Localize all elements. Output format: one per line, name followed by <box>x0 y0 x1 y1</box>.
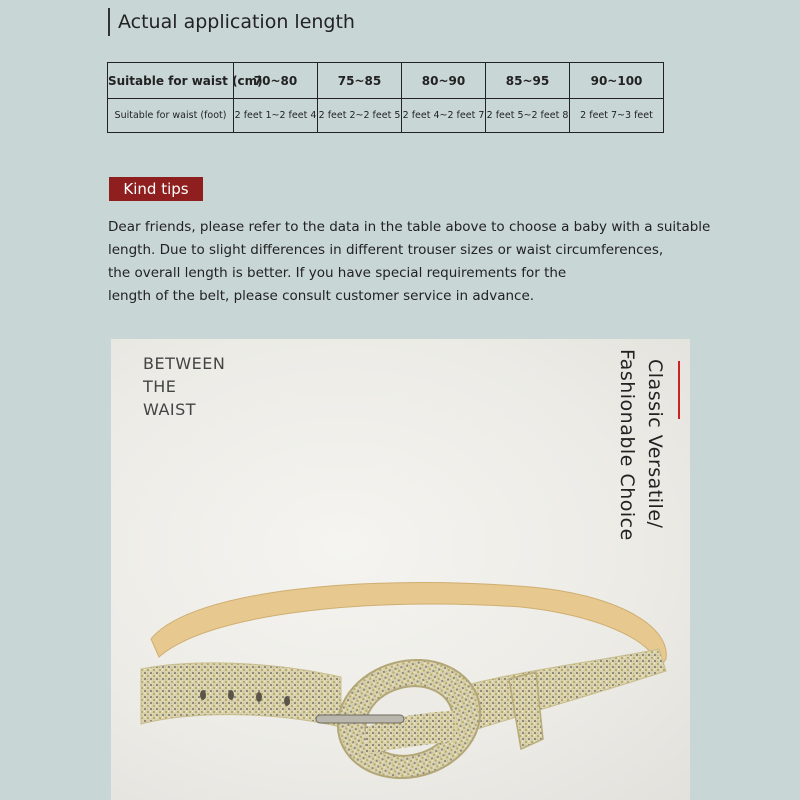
row-header-cm: Suitable for waist (cm) <box>108 63 234 99</box>
tips-line: length of the belt, please consult customer service in advance. <box>108 288 535 304</box>
tips-paragraph <box>108 216 768 308</box>
slogan-line: Classic Versatile/ <box>644 359 666 529</box>
table-cell: 70~80 <box>234 63 318 99</box>
table-cell: 2 feet 7~3 feet <box>570 99 664 133</box>
table-cell: 2 feet 4~2 feet 7 <box>402 99 486 133</box>
tips-line: the overall length is better. If you have special requirements for the <box>108 265 567 281</box>
row-header-foot: Suitable for waist (foot) <box>108 99 234 133</box>
slogan-line: Fashionable Choice <box>616 349 638 541</box>
table-cell: 2 feet 1~2 feet 4 <box>234 99 318 133</box>
caption-line: BETWEEN <box>143 354 226 373</box>
kind-tips-badge: Kind tips <box>109 177 203 201</box>
table-row <box>108 63 664 99</box>
table-row <box>108 99 664 133</box>
table-cell: 75~85 <box>318 63 402 99</box>
tips-line: length. Due to slight differences in different trouser sizes or waist circumferences, <box>108 242 664 258</box>
table-cell: 85~95 <box>486 63 570 99</box>
caption-line: THE <box>143 377 177 396</box>
tips-line: Dear friends, please refer to the data in the table above to choose a baby with a suitable <box>108 219 711 235</box>
product-photo <box>111 339 690 800</box>
section-title: Actual application length <box>108 8 355 36</box>
table-cell: 80~90 <box>402 63 486 99</box>
size-table <box>107 62 664 133</box>
table-cell: 2 feet 5~2 feet 8 <box>486 99 570 133</box>
belt-image <box>111 339 690 800</box>
table-cell: 90~100 <box>570 63 664 99</box>
table-cell: 2 feet 2~2 feet 5 <box>318 99 402 133</box>
caption-line: WAIST <box>143 400 197 419</box>
